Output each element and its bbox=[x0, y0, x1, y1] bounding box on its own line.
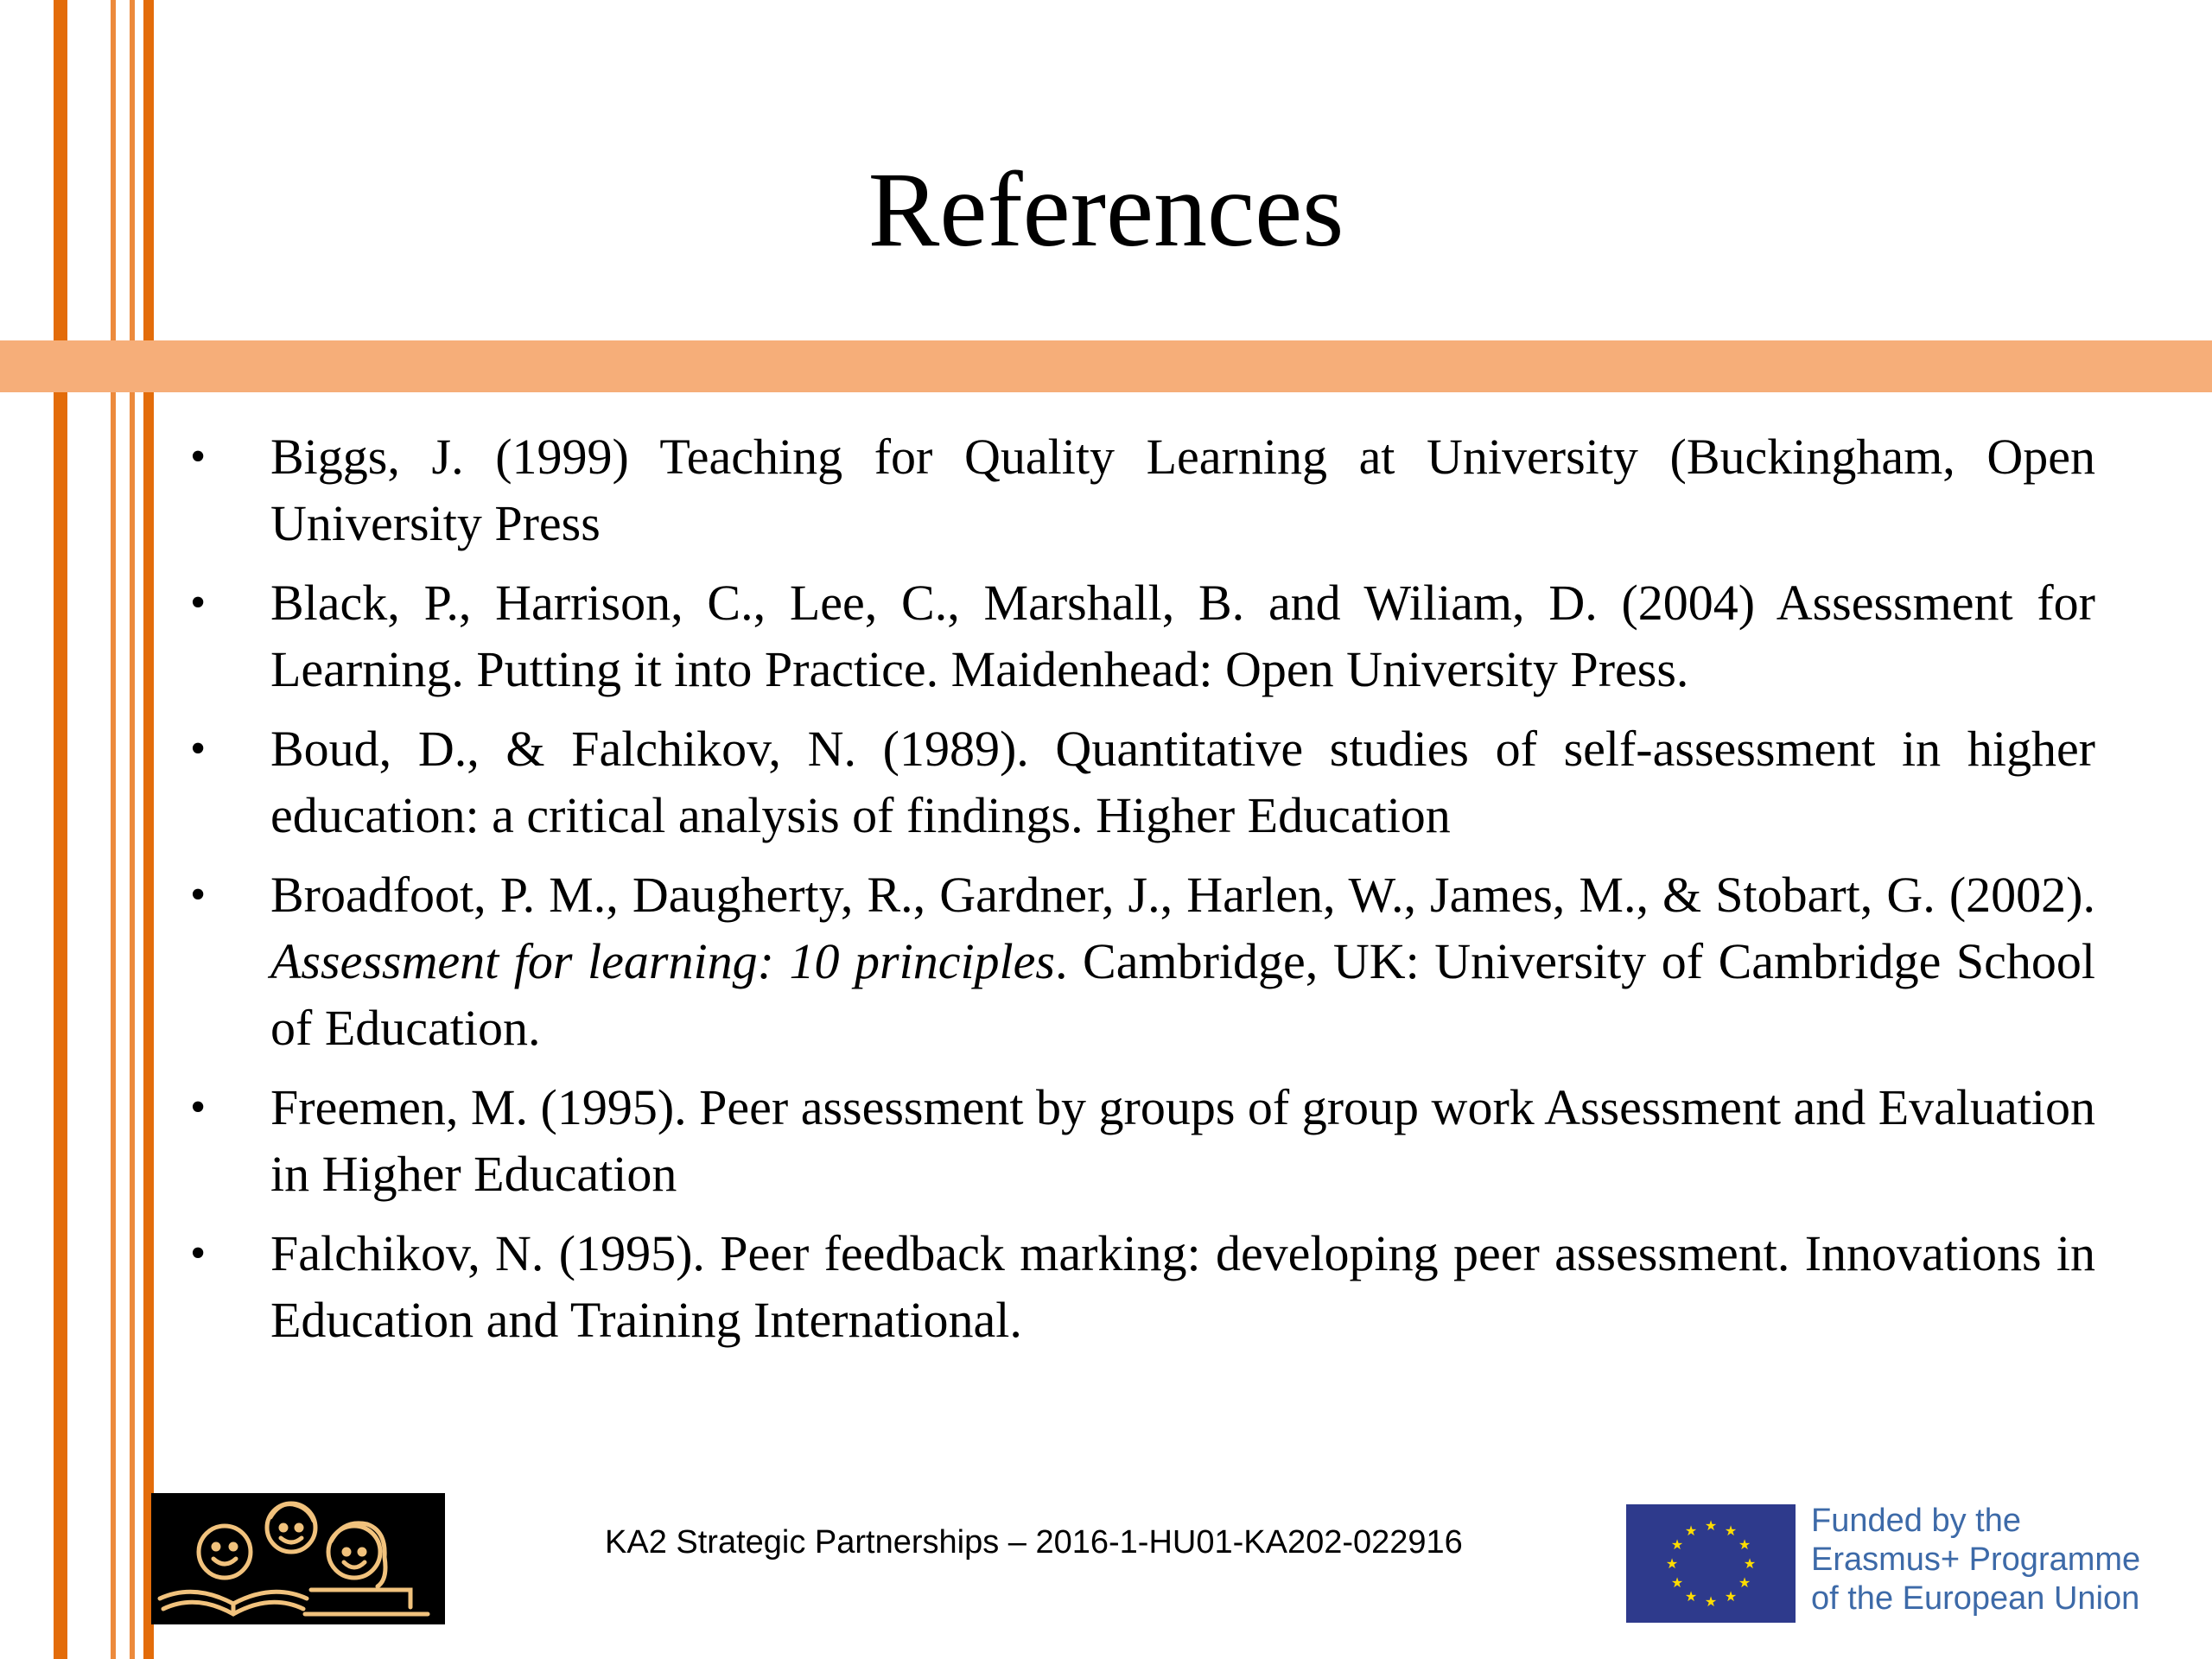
svg-text:★: ★ bbox=[1704, 1517, 1718, 1534]
reference-item bbox=[164, 1220, 2095, 1353]
reference-text-part: Broadfoot, P. M., Daugherty, R., Gardner, J., Harlen, W., James, M., & Stobart, G. (2002). bbox=[270, 867, 2095, 923]
svg-text:★: ★ bbox=[1743, 1555, 1757, 1572]
eu-funding-text bbox=[1811, 1502, 2140, 1618]
project-logo bbox=[151, 1493, 445, 1624]
reference-list bbox=[164, 423, 2095, 1366]
reference-item bbox=[164, 423, 2095, 556]
bullet-icon: • bbox=[190, 1229, 207, 1278]
bullet-icon: • bbox=[190, 724, 207, 773]
svg-text:★: ★ bbox=[1724, 1588, 1738, 1605]
bullet-icon: • bbox=[190, 578, 207, 627]
reference-item bbox=[164, 715, 2095, 849]
project-code: KA2 Strategic Partnerships – 2016-1-HU01-KA202-022916 bbox=[605, 1524, 1463, 1560]
slide-title: References bbox=[868, 150, 1344, 269]
bullet-icon: • bbox=[190, 870, 207, 919]
header-band bbox=[0, 340, 2212, 392]
bullet-icon: • bbox=[190, 1083, 207, 1132]
eu-stars-icon bbox=[1626, 1504, 1796, 1623]
reference-text: Falchikov, N. (1995). Peer feedback marking: developing peer assessment. Innovations in Education and Training International. bbox=[270, 1225, 2095, 1348]
eu-funding-line: Funded by the bbox=[1811, 1503, 2021, 1539]
eu-funding-line: of the European Union bbox=[1811, 1580, 2140, 1617]
eu-funding-line: Erasmus+ Programme bbox=[1811, 1541, 2141, 1578]
svg-text:★: ★ bbox=[1724, 1522, 1738, 1539]
svg-text:★: ★ bbox=[1704, 1593, 1718, 1610]
reference-text: Biggs, J. (1999) Teaching for Quality Learning at University (Buckingham, Open University Press bbox=[270, 429, 2095, 551]
smiling-faces-icon bbox=[151, 1493, 445, 1624]
svg-text:★: ★ bbox=[1684, 1588, 1698, 1605]
svg-text:★: ★ bbox=[1670, 1574, 1684, 1591]
reference-item bbox=[164, 861, 2095, 1061]
reference-title-italic: Assessment for learning: 10 principles bbox=[270, 933, 1055, 989]
svg-text:★: ★ bbox=[1670, 1536, 1684, 1553]
svg-text:★: ★ bbox=[1665, 1555, 1679, 1572]
reference-item bbox=[164, 1074, 2095, 1207]
svg-text:★: ★ bbox=[1738, 1574, 1751, 1591]
reference-text: Freemen, M. (1995). Peer assessment by groups of group work Assessment and Evaluation in Higher Education bbox=[270, 1079, 2095, 1202]
reference-item bbox=[164, 569, 2095, 702]
reference-text: Boud, D., & Falchikov, N. (1989). Quantitative studies of self-assessment in higher education: a critical analysis of findings. Higher Education bbox=[270, 721, 2095, 843]
svg-text:★: ★ bbox=[1684, 1522, 1698, 1539]
reference-text-part: . Cambridge, UK: University of Cambridge School of Education. bbox=[270, 933, 2095, 1056]
reference-text: Black, P., Harrison, C., Lee, C., Marshall, B. and Wiliam, D. (2004) Assessment for Learning. Putting it into Practice. Maidenhead: Open University Press. bbox=[270, 575, 2095, 697]
svg-text:★: ★ bbox=[1738, 1536, 1751, 1553]
eu-flag-icon bbox=[1626, 1504, 1796, 1623]
bullet-icon: • bbox=[190, 432, 207, 481]
